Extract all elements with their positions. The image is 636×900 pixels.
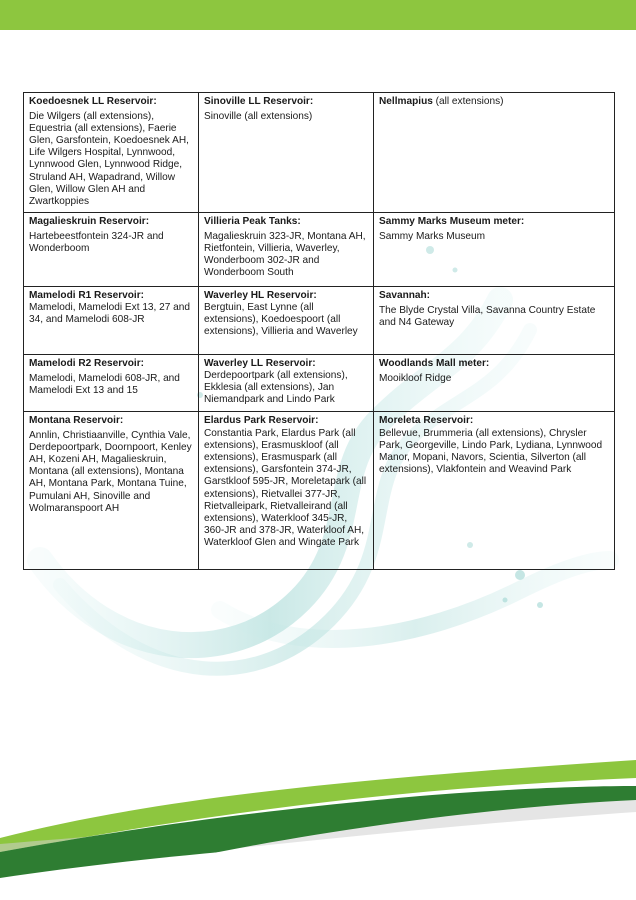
reservoir-areas: Mamelodi, Mamelodi Ext 13, 27 and 34, and Mamelodi 608-JR [29,302,191,326]
table-row [24,213,615,287]
reservoir-name: Villieria Peak Tanks: [204,216,301,227]
reservoir-areas: Die Wilgers (all extensions), Equestria (all extensions), Faerie Glen, Garsfontein, Koedoesnek AH, Life Wilgers Hospital, Lynnwood, Lynnwood Glen, Lynnwood Ridge, Struland AH, Wapadrand, Willow Glen, Willow Glen AH and Zwartkoppies [29,111,189,207]
table-cell [24,287,199,355]
table-cell [199,355,374,412]
reservoir-areas: Sammy Marks Museum [379,231,485,243]
table-cell [199,213,374,287]
reservoir-name: Woodlands Mall meter: [379,358,490,369]
reservoir-name: Sammy Marks Museum meter: [379,216,525,227]
table-row [24,412,615,570]
reservoir-name: Koedoesnek LL Reservoir: [29,96,157,107]
table-cell [374,287,615,355]
reservoir-areas: Bergtuin, East Lynne (all extensions), Koedoespoort (all extensions), Villieria and Waverley [204,302,358,338]
reservoir-name: Waverley HL Reservoir: [204,290,317,301]
reservoir-name: Moreleta Reservoir: [379,415,474,426]
reservoir-areas: Magalieskruin 323-JR, Montana AH, Rietfontein, Villieria, Waverley, Wonderboom 302-JR and Wonderboom South [204,231,366,279]
table-cell [374,412,615,570]
table-cell [24,213,199,287]
reservoir-name: Waverley LL Reservoir: [204,358,316,369]
reservoir-areas: The Blyde Crystal Villa, Savanna Country Estate and N4 Gateway [379,305,596,329]
table-cell [374,93,615,213]
table-row [24,93,615,213]
table-cell [199,93,374,213]
reservoir-areas: Bellevue, Brummeria (all extensions), Chrysler Park, Georgeville, Lindo Park, Lydiana, Lynnwood Manor, Mopani, Navors, Scientia, Silverton (all extensions), Vlakfontein and Weavind Park [379,428,603,476]
reservoir-areas: Hartebeestfontein 324-JR and Wonderboom [29,231,164,255]
reservoir-name: Nellmapius [379,96,433,107]
table-cell [24,355,199,412]
table-cell [374,213,615,287]
table-cell [199,412,374,570]
reservoir-name: Mamelodi R2 Reservoir: [29,358,144,369]
reservoir-areas: Constantia Park, Elardus Park (all extensions), Erasmuskloof (all extensions), Erasmuspark (all extensions), Garsfontein 374-JR, Garstkloof 595-JR, Moreletapark (all extensions), Rietvallei 377-JR, Rietvalleipark, Rietvalleirand (all extensions), Waterkloof 345-JR, 360-JR and 378-JR, Waterkloof AH, Waterkloof Glen and Wingate Park [204,428,367,548]
table-cell [199,287,374,355]
reservoir-areas: Sinoville (all extensions) [204,111,313,123]
reservoir-areas: Annlin, Christiaanville, Cynthia Vale, Derdepoortpark, Doornpoort, Kenley AH, Kozeni AH, Magalieskruin, Montana (all extensions), Montana AH, Montana Park, Montana Tuine, Pumulani AH, Sinoville and Wolmaranspoort AH [29,430,192,514]
table-row [24,355,615,412]
reservoir-areas: Mamelodi, Mamelodi 608-JR, and Mamelodi Ext 13 and 15 [29,373,180,397]
reservoir-name: Montana Reservoir: [29,415,124,426]
table-row [24,287,615,355]
reservoir-name: Savannah: [379,290,431,301]
table-cell [24,412,199,570]
reservoir-name: Sinoville LL Reservoir: [204,96,314,107]
reservoir-areas: (all extensions) [432,96,504,107]
reservoir-areas: Derdepoortpark (all extensions), Ekklesia (all extensions), Jan Niemandpark and Lindo Park [204,370,348,406]
reservoir-name: Magalieskruin Reservoir: [29,216,150,227]
top-green-band [0,0,636,30]
reservoir-areas-table [23,92,615,570]
table-cell [24,93,199,213]
reservoir-areas: Mooikloof Ridge [379,373,452,385]
reservoir-name: Elardus Park Reservoir: [204,415,319,426]
footer-swoosh-graphic [0,760,636,900]
reservoir-name: Mamelodi R1 Reservoir: [29,290,144,301]
table-cell [374,355,615,412]
